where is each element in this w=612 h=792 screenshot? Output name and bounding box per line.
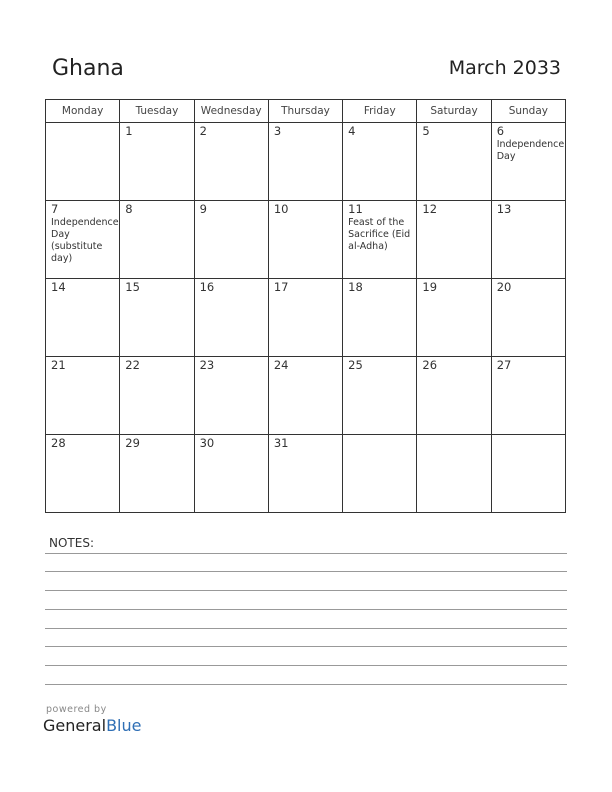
holiday-label: Independence Day (substitute day)	[51, 217, 119, 264]
holiday-label	[120, 216, 193, 217]
day-cell	[194, 357, 268, 435]
day-number: 24	[273, 358, 289, 372]
weekday-header: Wednesday	[194, 100, 268, 123]
notes-line	[45, 628, 567, 629]
day-cell	[46, 357, 120, 435]
holiday-label	[417, 294, 490, 295]
week-row	[46, 123, 566, 201]
holiday-label	[195, 372, 268, 373]
day-cell	[343, 123, 417, 201]
day-cell	[268, 435, 342, 513]
day-number: 19	[422, 280, 438, 294]
day-cell	[417, 201, 491, 279]
day-number: 16	[199, 280, 215, 294]
day-number: 27	[496, 358, 512, 372]
holiday-label	[269, 372, 342, 373]
country-title: Ghana	[52, 56, 124, 81]
day-cell	[120, 123, 194, 201]
day-number: 11	[348, 202, 363, 216]
day-cell	[194, 279, 268, 357]
holiday-label	[269, 294, 342, 295]
day-number: 30	[199, 436, 215, 450]
day-number: 17	[273, 280, 289, 294]
day-cell	[268, 279, 342, 357]
day-number: 20	[496, 280, 512, 294]
day-number: 7	[51, 202, 59, 216]
holiday-label: Independence Day	[496, 139, 565, 162]
day-cell	[46, 201, 120, 279]
day-cell	[268, 201, 342, 279]
holiday-label	[46, 125, 119, 126]
generalblue-logo[interactable]	[43, 716, 141, 735]
holiday-label	[120, 294, 193, 295]
day-number: 5	[422, 124, 430, 138]
holiday-label	[269, 216, 342, 217]
day-cell	[343, 201, 417, 279]
weekday-header-row	[46, 100, 566, 123]
week-row	[46, 279, 566, 357]
weekday-header: Friday	[343, 100, 417, 123]
notes-line	[45, 590, 567, 591]
day-number: 1	[125, 124, 133, 138]
day-cell	[491, 201, 565, 279]
day-cell	[343, 279, 417, 357]
holiday-label	[46, 372, 119, 373]
day-number: 13	[496, 202, 512, 216]
month-year-title: March 2033	[448, 57, 561, 79]
holiday-label	[269, 138, 342, 139]
holiday-label	[46, 294, 119, 295]
weekday-header: Tuesday	[120, 100, 194, 123]
holiday-label	[195, 450, 268, 451]
day-cell	[491, 435, 565, 513]
day-number: 31	[273, 436, 289, 450]
holiday-label	[492, 372, 565, 373]
holiday-label	[195, 216, 268, 217]
holiday-label	[343, 138, 416, 139]
day-cell	[46, 435, 120, 513]
weekday-header: Thursday	[268, 100, 342, 123]
holiday-label	[492, 437, 565, 438]
day-cell	[194, 435, 268, 513]
weekday-header: Saturday	[417, 100, 491, 123]
holiday-label	[269, 450, 342, 451]
day-number: 28	[51, 436, 66, 450]
holiday-label	[195, 138, 268, 139]
day-cell	[417, 279, 491, 357]
day-number: 9	[199, 202, 207, 216]
notes-line	[45, 553, 567, 554]
holiday-label	[120, 450, 193, 451]
holiday-label	[492, 216, 565, 217]
week-row	[46, 357, 566, 435]
powered-by-text: powered by	[46, 704, 107, 715]
logo-blue-text: Blue	[106, 716, 142, 735]
holiday-label	[417, 216, 490, 217]
holiday-label	[120, 372, 193, 373]
holiday-label	[195, 294, 268, 295]
day-cell	[120, 279, 194, 357]
week-row	[46, 435, 566, 513]
day-cell	[120, 357, 194, 435]
day-cell	[417, 123, 491, 201]
notes-label: NOTES:	[49, 536, 94, 550]
day-number: 21	[51, 358, 66, 372]
day-number: 14	[51, 280, 66, 294]
day-number: 18	[348, 280, 363, 294]
holiday-label	[46, 450, 119, 451]
day-cell	[120, 201, 194, 279]
day-cell	[46, 123, 120, 201]
holiday-label: Feast of the Sacrifice (Eid al-Adha)	[348, 217, 411, 252]
day-number: 3	[273, 124, 282, 138]
notes-line	[45, 646, 567, 647]
notes-line	[45, 665, 567, 666]
holiday-label	[343, 437, 416, 438]
week-row	[46, 201, 566, 279]
holiday-label	[343, 294, 416, 295]
day-cell	[46, 279, 120, 357]
day-number: 10	[273, 202, 289, 216]
day-cell	[343, 435, 417, 513]
notes-line	[45, 571, 567, 572]
weekday-header: Monday	[46, 100, 120, 123]
day-number: 26	[422, 358, 438, 372]
day-cell	[120, 435, 194, 513]
calendar-grid	[45, 99, 566, 513]
holiday-label	[417, 372, 490, 373]
day-number: 15	[125, 280, 140, 294]
day-cell	[417, 357, 491, 435]
day-cell	[417, 435, 491, 513]
day-cell	[491, 123, 565, 201]
day-cell	[343, 357, 417, 435]
day-number: 6	[496, 124, 505, 138]
holiday-label	[120, 138, 193, 139]
day-cell	[194, 123, 268, 201]
day-cell	[194, 201, 268, 279]
day-number: 8	[125, 202, 133, 216]
day-number: 2	[199, 124, 207, 138]
day-cell	[268, 123, 342, 201]
day-number: 4	[348, 124, 356, 138]
day-cell	[491, 279, 565, 357]
day-number: 23	[199, 358, 215, 372]
holiday-label	[343, 372, 416, 373]
day-cell	[491, 357, 565, 435]
holiday-label	[417, 138, 490, 139]
day-number: 12	[422, 202, 438, 216]
weekday-header: Sunday	[491, 100, 565, 123]
day-number: 22	[125, 358, 140, 372]
notes-line	[45, 684, 567, 685]
notes-line	[45, 609, 567, 610]
logo-general-text: General	[43, 716, 107, 735]
day-number: 25	[348, 358, 363, 372]
holiday-label	[492, 294, 565, 295]
day-number: 29	[125, 436, 140, 450]
day-cell	[268, 357, 342, 435]
holiday-label	[417, 437, 490, 438]
